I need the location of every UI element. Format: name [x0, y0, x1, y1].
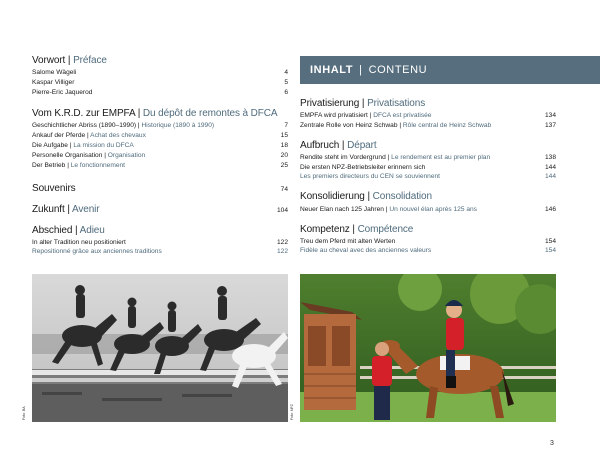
section-title-de: Privatisierung [300, 98, 360, 109]
toc-entry-page [32, 206, 288, 216]
toc-entry[interactable]: Neuer Elan nach 125 Jahren | Un nouvel élan après 125 ans 146 [300, 206, 556, 213]
page-number-footer: 3 [550, 440, 554, 447]
section-title-fr: Avenir [71, 204, 100, 215]
toc-entry[interactable]: Die Aufgabe | La mission du DFCA 18 [32, 142, 288, 149]
toc-entry-page [32, 185, 288, 195]
section-title-de: Vorwort [32, 55, 66, 66]
historic-horse-image [32, 274, 288, 422]
toc-entry[interactable]: Salome Wägeli 4 [32, 69, 288, 76]
section-title-de: Zukunft [32, 204, 65, 215]
contents-banner: INHALT | CONTENU [300, 56, 600, 84]
section-title-fr: Privatisations [367, 98, 426, 109]
section-abschied: Abschied | Adieu [32, 225, 105, 236]
toc-entry[interactable]: Ankauf der Pferde | Achat des chevaux 15 [32, 132, 288, 139]
page-number: 4 [284, 69, 288, 76]
toc-entry[interactable]: Der Betrieb | Le fonctionnement 25 [32, 162, 288, 169]
toc-entry[interactable]: Repositionné grâce aux anciennes traditions 122 [32, 248, 288, 255]
page-number: 18 [280, 142, 288, 149]
page-number: 154 [544, 247, 556, 254]
npz-horse-image [300, 274, 556, 422]
toc-entry[interactable]: Treu dem Pferd mit alten Werten 154 [300, 238, 556, 245]
page-number: 144 [544, 164, 556, 171]
toc-entry[interactable]: Die ersten NPZ-Betriebsleiter erinnern sich 144 [300, 164, 556, 171]
section-privatisierung: Privatisierung | Privatisations [300, 98, 426, 109]
section-title-de: Konsolidierung [300, 191, 365, 202]
page-number: 144 [544, 173, 556, 180]
section-title-fr: Préface [73, 55, 107, 66]
toc-entry[interactable]: Kaspar Villiger 5 [32, 79, 288, 86]
section-title-de: Souvenirs [32, 183, 76, 194]
section-title-fr: Consolidation [372, 191, 432, 202]
page-number: 25 [280, 162, 288, 169]
banner-title-de: INHALT [310, 64, 354, 76]
page-number: 137 [544, 122, 556, 129]
page-number: 154 [544, 238, 556, 245]
toc-entry[interactable]: Zentrale Rolle von Heinz Schwab | Rôle central de Heinz Schwab 137 [300, 122, 556, 129]
section-title-de: Kompetenz [300, 224, 350, 235]
page-number: 7 [284, 122, 288, 129]
page-number: 20 [280, 152, 288, 159]
toc-entry[interactable]: Rendite steht im Vordergrund | Le rendement est au premier plan 138 [300, 154, 556, 161]
photo-credit-right: Foto: NPZ [290, 404, 294, 420]
photo-credit-left: Foto: BA [22, 406, 26, 420]
page-number: 104 [276, 207, 288, 214]
page-number: 5 [284, 79, 288, 86]
historic-horse-photo [32, 274, 288, 422]
section-kompetenz: Kompetenz | Compétence [300, 224, 414, 235]
section-title-fr: Du dépôt de remontes à DFCA [142, 108, 278, 119]
npz-horse-photo [300, 274, 556, 422]
section-title-de: Abschied [32, 225, 73, 236]
banner-title-fr: CONTENU [368, 64, 428, 76]
page-number: 122 [276, 248, 288, 255]
section-vorwort: Vorwort | Préface [32, 55, 107, 66]
toc-entry[interactable]: Pierre-Eric Jaquerod 6 [32, 89, 288, 96]
toc-entry[interactable]: In alter Tradition neu positioniert 122 [32, 239, 288, 246]
section-aufbruch: Aufbruch | Départ [300, 140, 377, 151]
page-number: 74 [280, 186, 288, 193]
page-number: 146 [544, 206, 556, 213]
toc-entry[interactable]: Personelle Organisation | Organisation 20 [32, 152, 288, 159]
toc-entry[interactable]: EMPFA wird privatisiert | DFCA est privatisée 134 [300, 112, 556, 119]
page-number: 122 [276, 239, 288, 246]
page-number: 138 [544, 154, 556, 161]
page-number: 15 [280, 132, 288, 139]
section-konsolidierung: Konsolidierung | Consolidation [300, 191, 432, 202]
toc-entry[interactable]: Geschichtlicher Abriss (1890–1990) | Historique (1890 à 1990) 7 [32, 122, 288, 129]
toc-entry[interactable]: Les premiers directeurs du CEN se souviennent 144 [300, 173, 556, 180]
section-zukunft[interactable]: Zukunft | Avenir [32, 204, 100, 215]
section-title-fr: Départ [347, 140, 377, 151]
section-title-fr: Adieu [79, 225, 105, 236]
section-krd: Vom K.R.D. zur EMPFA | Du dépôt de remontes à DFCA [32, 108, 278, 119]
toc-entry[interactable]: Fidèle au cheval avec des anciennes valeurs 154 [300, 247, 556, 254]
section-title-de: Vom K.R.D. zur EMPFA [32, 108, 136, 119]
page-number: 6 [284, 89, 288, 96]
section-title-fr: Compétence [357, 224, 414, 235]
section-title-de: Aufbruch [300, 140, 340, 151]
page-number: 134 [544, 112, 556, 119]
